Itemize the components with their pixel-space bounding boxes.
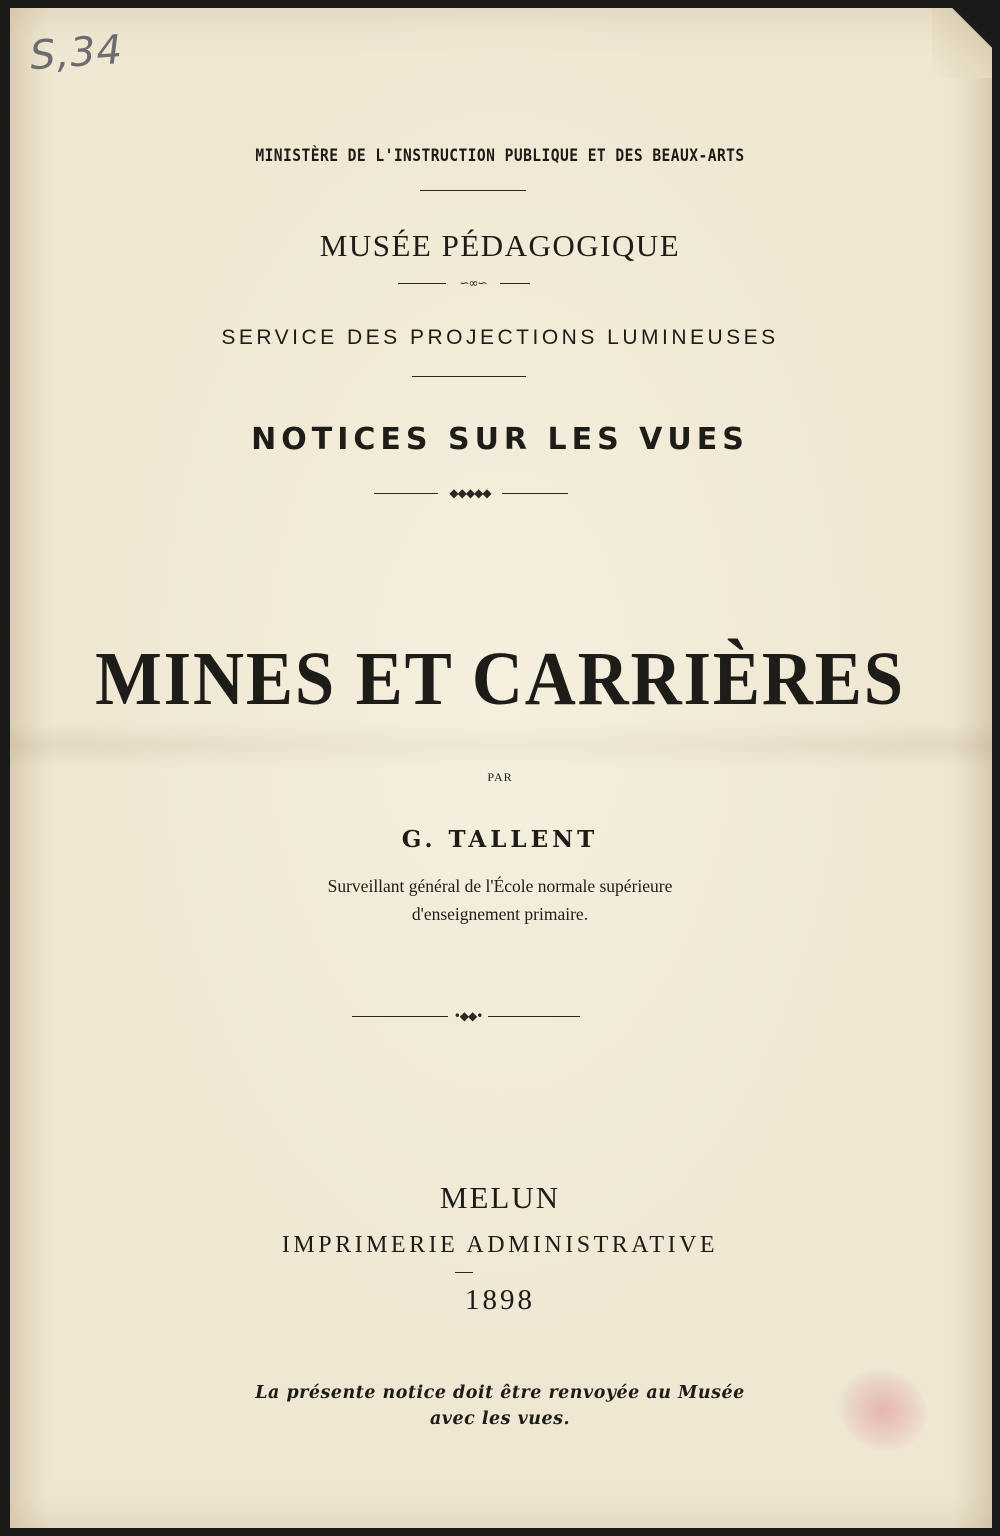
ornament-icon: ∽∞∽ [459,276,487,290]
ornament-icon: •◆◆• [453,1009,483,1023]
by-label: PAR [487,770,513,784]
divider-rule [420,190,526,191]
museum-heading: MUSÉE PÉDAGOGIQUE [319,228,681,263]
imprint-year: 1898 [465,1284,535,1316]
torn-corner [932,8,992,78]
ornament-rule-left [352,1016,448,1017]
short-dash [455,1272,473,1273]
handwritten-shelf-mark: S,34 [28,26,125,80]
ornament-rule-right [502,493,568,494]
series-heading: NOTICES SUR LES VUES [251,422,749,457]
author-affiliation [0,872,1000,928]
author-name: G. TALLENT [401,826,599,853]
ornament-rule-right [500,283,530,284]
divider-rule [412,376,526,377]
affiliation-line-2: d'enseignement primaire. [411,904,589,924]
ministry-heading: MINISTÈRE DE L'INSTRUCTION PUBLIQUE ET DES BEAUX-ARTS [255,146,745,166]
affiliation-line-1: Surveillant général de l'École normale supérieure [327,876,673,896]
return-notice-line-1: La présente notice doit être renvoyée au Musée [255,1383,745,1403]
service-heading: SERVICE DES PROJECTIONS LUMINEUSES [221,326,779,349]
return-notice-line-2: avec les vues. [429,1409,571,1429]
imprint-city: MELUN [439,1180,561,1215]
main-title: MINES ET CARRIÈRES [95,637,905,721]
imprint-printer: IMPRIMERIE ADMINISTRATIVE [281,1232,719,1258]
ornament-icon: ◆◆◆◆◆ [449,486,491,500]
show-through-text [140,288,148,318]
ornament-rule-left [398,283,446,284]
ornament-rule-left [374,493,438,494]
ornament-rule-right [488,1016,580,1017]
